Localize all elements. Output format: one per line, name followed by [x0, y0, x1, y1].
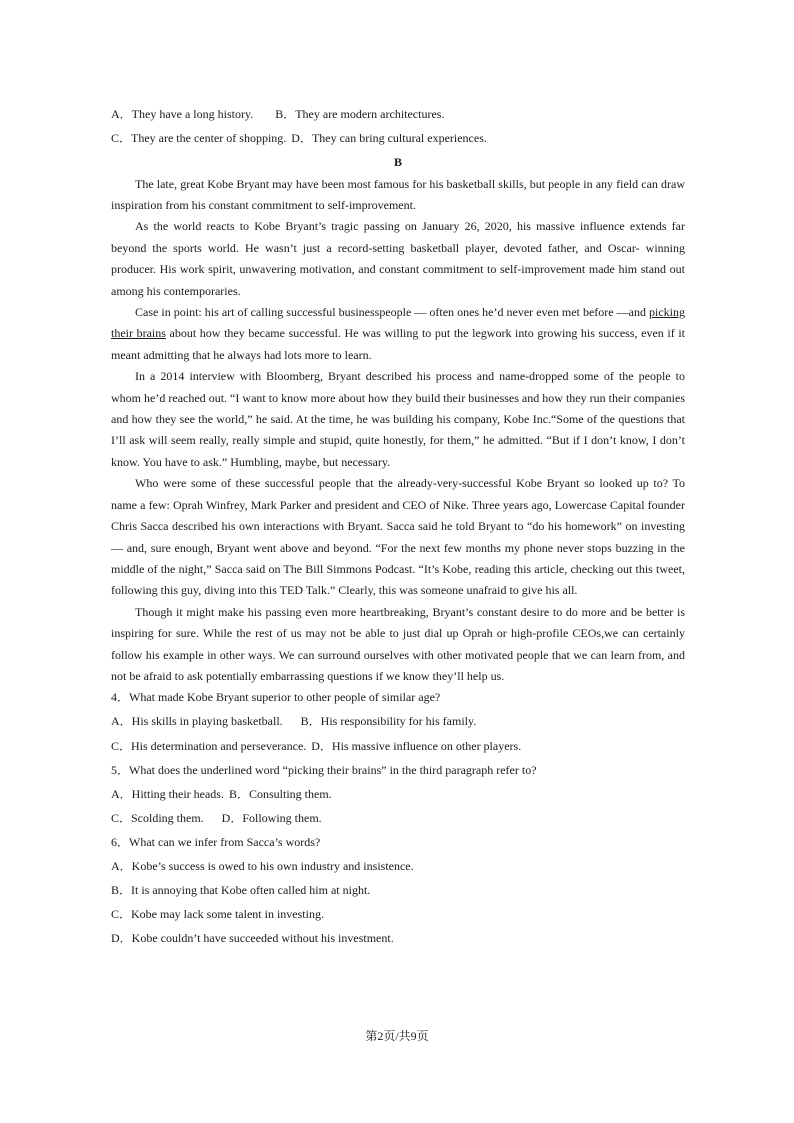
- question-4-stem: 4．What made Kobe Bryant superior to other people of similar age?: [111, 690, 441, 705]
- question-5-stem: 5．What does the underlined word “picking their brains” in the third paragraph refer to?: [111, 762, 537, 777]
- passage-paragraph-6: Though it might make his passing even more heartbreaking, Bryant’s constant desire to do more and be better is inspiring for sure. While the rest of us may not be able to just dial up Oprah or high-profile CEOs,we can certainly follow his example in other ways. We can surround ourselves with other motivated people that we can learn from, and not be afraid to ask potentially embarrassing questions if we know they’ll help us.: [111, 604, 685, 683]
- q5-option-a: A．Hitting their heads.: [111, 786, 224, 801]
- q3-option-a: A．They have a long history.: [111, 107, 254, 121]
- paragraph-3-text-after: about how they became successful. He was willing to put the legwork into growing his success, even if it meant admitting that he always had lots more to learn.: [111, 326, 685, 362]
- passage-paragraph-3: [111, 302, 685, 366]
- q4-option-d: D．His massive influence on other players.: [311, 738, 522, 753]
- q5-option-c: C．Scolding them.: [111, 810, 204, 825]
- q4-options-row-2: [111, 736, 685, 757]
- q3-option-d: D．They can bring cultural experiences.: [291, 131, 487, 146]
- page-indicator: 第2页/共9页: [365, 1029, 429, 1043]
- paragraph-3-text-before: Case in point: his art of calling successful businesspeople — often ones he’d never even met before —and: [135, 305, 649, 320]
- q4-option-a: A．His skills in playing basketball.: [111, 714, 283, 729]
- question-6-stem: 6．What can we infer from Sacca’s words?: [111, 834, 321, 849]
- underlined-phrase: picking their brains: [111, 305, 685, 341]
- q5-option-d: D．Following them.: [221, 810, 322, 825]
- page-footer: [0, 1027, 794, 1044]
- page-content: [111, 104, 685, 950]
- q6-option-d: D．Kobe couldn’t have succeeded without his investment.: [111, 931, 394, 946]
- q6-option-a: A．Kobe’s success is owed to his own industry and insistence.: [111, 859, 414, 873]
- q4-options-row-1: [111, 711, 685, 732]
- q5-option-b: B．Consulting them.: [228, 786, 332, 801]
- q3-option-b: B．They are modern architectures.: [275, 107, 445, 121]
- q5-options-row-1: [111, 784, 685, 805]
- q5-options-row-2: [111, 808, 685, 829]
- q6-option-c: C．Kobe may lack some talent in investing.: [111, 907, 324, 922]
- passage-paragraph-5: Who were some of these successful people that the already-very-successful Kobe Bryant so looked up to? To name a few: Oprah Winfrey, Mark Parker and president and CEO of Nike. Three years ago, Lowercase Capital founder Chris Sacca described his own interactions with Bryant. Sacca said he told Bryant to “do his homework” on investing — and, sure enough, Bryant went above and beyond. “For the next few months my phone never stops buzzing in the middle of the night,” Sacca said on The Bill Simmons Podcast. “It’s Kobe, reading this article, checking out this tweet, following this guy, diving into this TED Talk.” Clearly, this was someone unafraid to give his all.: [111, 476, 685, 598]
- q3-options-row-1: [111, 104, 685, 125]
- q3-options-row-2: [111, 128, 685, 149]
- section-heading: B: [393, 155, 402, 170]
- q6-option-b: B．It is annoying that Kobe often called him at night.: [111, 883, 371, 898]
- q4-option-c: C．His determination and perseverance.: [111, 738, 307, 753]
- passage-paragraph-1: The late, great Kobe Bryant may have been most famous for his basketball skills, but people in any field can draw inspiration from his constant commitment to self-improvement.: [111, 176, 685, 212]
- passage-paragraph-4: In a 2014 interview with Bloomberg, Bryant described his process and name-dropped some of the people to whom he’d reached out. “I want to know more about how they build their businesses and how they run their companies and how they see the world,” he said. At the time, he was building his company, Kobe Inc.“Some of the questions that I’ll ask will seem really, really simple and stupid, quite honestly, for them,” he admitted. “But if I don’t know, I don’t know. You have to ask.” Humbling, maybe, but necessary.: [111, 369, 685, 469]
- q4-option-b: B．His responsibility for his family.: [300, 714, 477, 729]
- q3-option-c: C．They are the center of shopping.: [111, 131, 287, 146]
- passage-paragraph-2: As the world reacts to Kobe Bryant’s tragic passing on January 26, 2020, his massive influence extends far beyond the sports world. He wasn’t just a record-setting basketball player, devoted father, and Oscar- winning producer. His work spirit, unwavering motivation, and constant commitment to self-improvement made him stand out among his contemporaries.: [111, 219, 685, 298]
